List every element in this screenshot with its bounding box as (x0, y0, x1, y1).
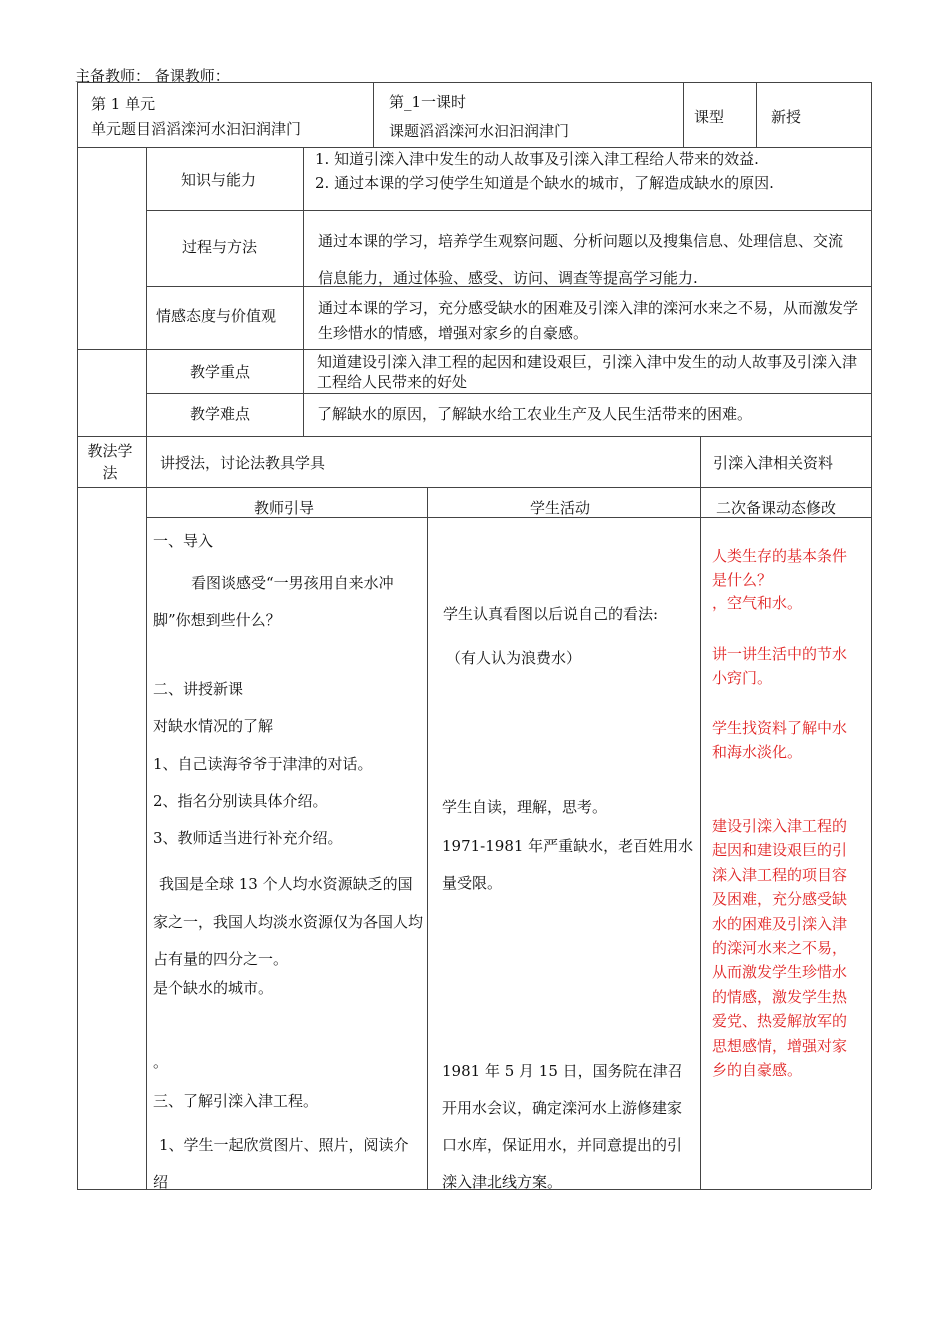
lesson-period: 第_1一课时 (389, 93, 467, 111)
lesson-title: 课题滔滔滦河水汩汩润津门 (389, 122, 570, 140)
revision-note-1: 人类生存的基本条件是什么？ (712, 547, 848, 589)
col-header-teacher: 教师引导 (254, 499, 315, 517)
teachers-header: 主备教师： 备课教师： (75, 67, 230, 85)
methods-label: 教法学法 (87, 442, 133, 482)
intro-title: 一、导入 (153, 532, 214, 550)
knowledge-label: 知识与能力 (181, 171, 257, 189)
teacher-step-2: 2、指名分别读具体介绍。 (153, 792, 328, 810)
lesson-type-label: 课型 (694, 108, 725, 126)
knowledge-item-2: 2. 通过本课的学习使学生知道是个缺水的城市，了解造成缺水的原因. (315, 174, 774, 192)
student-activity-2: （有人认为浪费水） (446, 649, 582, 667)
revision-note-5: 建设引滦入津工程的起因和建设艰巨的引滦入津工程的项目容及困难，充分感受缺水的困难及引滦入津的滦河水来之不易，从而激发学生珍惜水的情感，激发学生热爱党、热爱解放军的思想感情，增强对家乡的自豪感。 (712, 817, 848, 1080)
col-header-revision: 二次备课动态修改 (716, 499, 837, 517)
intro-text: 看图谈感受“一男孩用自来水冲脚”你想到些什么？ (153, 574, 394, 629)
new-lesson-title: 二、讲授新课 (153, 680, 244, 698)
process-label: 过程与方法 (182, 238, 258, 256)
city-text: 是个缺水的城市。 (153, 979, 274, 997)
teacher-step-3: 3、教师适当进行补充介绍。 (153, 829, 343, 847)
difficult-point-text: 了解缺水的原因，了解缺水给工农业生产及人民生活带来的困难。 (317, 405, 753, 423)
revision-note-3: 讲一讲生活中的节水小窍门。 (712, 645, 848, 687)
shortage-subtitle: 对缺水情况的了解 (153, 717, 274, 735)
methods-text: 讲授法，讨论法教具学具 (160, 454, 326, 472)
student-activity-5: 1981 年 5 月 15 日，国务院在津召开用水会议，确定滦河水上游修建家口水库，保证用水，并同意提出的引滦入津北线方案。 (442, 1062, 683, 1191)
student-activity-1: 学生认真看图以后说自己的看法: (443, 605, 659, 623)
key-point-text: 知道建设引滦入津工程的起因和建设艰巨，引滦入津中发生的动人故事及引滦入津工程给人民带来的好处 (317, 353, 858, 391)
water-fact: 我国是全球 13 个人均水资源缺乏的国家之一，我国人均淡水资源仅为各国人均占有量的四分之一。 (153, 875, 424, 968)
revision-note-2: ，空气和水。 (712, 594, 803, 612)
project-step-1: 1、学生一起欣赏图片、照片，阅读介绍 (153, 1136, 409, 1191)
difficult-point-label: 教学难点 (190, 405, 251, 423)
teacher-step-1: 1、自己读海爷爷于津津的对话。 (153, 755, 373, 773)
process-text: 通过本课的学习，培养学生观察问题、分析问题以及搜集信息、处理信息、交流信息能力，通过体验、感受、访问、调查等提高学习能力. (318, 232, 844, 287)
project-title: 三、了解引滦入津工程。 (153, 1092, 319, 1110)
student-activity-4: 1971-1981 年严重缺水，老百姓用水量受限。 (442, 837, 694, 892)
revision-note-4: 学生找资料了解中水和海水淡化。 (712, 719, 848, 761)
knowledge-item-1: 1. 知道引滦入津中发生的动人故事及引滦入津工程给人带来的效益. (315, 150, 759, 168)
materials-text: 引滦入津相关资料 (713, 454, 834, 472)
student-activity-3: 学生自读，理解，思考。 (442, 798, 608, 816)
emotion-label: 情感态度与价值观 (156, 307, 277, 325)
col-header-student: 学生活动 (530, 499, 591, 517)
key-point-label: 教学重点 (190, 363, 251, 381)
lesson-type-value: 新授 (771, 108, 802, 126)
unit-number: 第 1 单元 (91, 95, 156, 113)
dot-text: 。 (153, 1053, 169, 1071)
unit-title: 单元题目滔滔滦河水汩汩润津门 (91, 120, 302, 138)
emotion-text: 通过本课的学习，充分感受缺水的困难及引滦入津的滦河水来之不易，从而激发学生珍惜水的情感，增强对家乡的自豪感。 (318, 299, 859, 342)
